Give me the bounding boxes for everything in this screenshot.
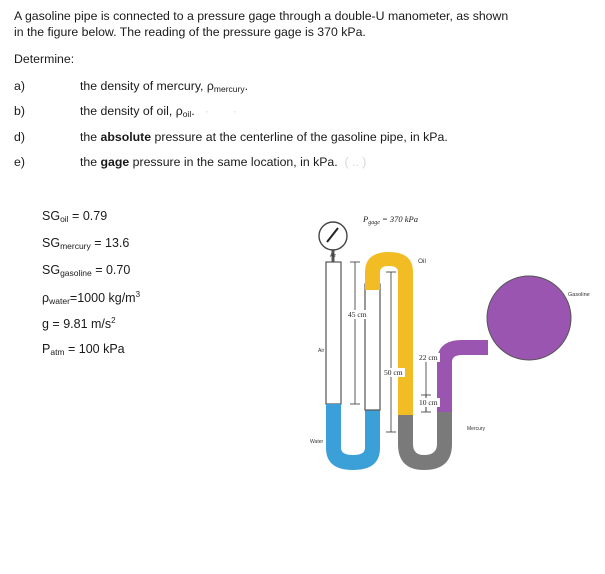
gasoline-label: Gasoline [568,292,590,298]
oil-right-leg [398,270,413,415]
given-p-atm: $P_{atm} = 100$ kPa [42,342,125,357]
question-letter-b: b) [14,104,25,118]
intro-line-1: A gasoline pipe is connected to a pressure gage through a double-U manometer, as shown [14,9,509,23]
question-letter-d: d) [14,130,25,144]
water-label: Water [310,439,324,445]
gasoline-pipe [487,276,571,360]
question-e: the gage pressure in the same location, in kPa. ( .. ) [80,155,367,169]
question-letter-e: e) [14,155,25,169]
gage-reading-label: $P_{gage} = 370$ kPa [363,214,418,226]
given-rho-water: $\rho_{water}=1000$ $kg/m^3$ [42,290,141,306]
given-g: g = 9.81 $m/s^2$ [42,316,116,331]
question-d: the absolute pressure at the centerline of the gasoline pipe, in kPa. [80,130,448,144]
mercury-label: Mercury [467,426,486,432]
mercury-bend [437,340,488,362]
svg-text:22 cm: 22 cm [419,353,438,362]
lower-right-bend [398,410,452,470]
given-sg-gasoline: $SG_{gasoline} = 0.70$ [42,263,131,278]
svg-text:10 cm: 10 cm [419,398,438,407]
determine-heading: Determine: [14,52,75,66]
left-right-leg-air [365,284,380,410]
air-label: Air [318,348,325,354]
svg-text:50 cm: 50 cm [384,368,403,377]
given-sg-oil: $SG_{oil} = 0.79$ [42,209,108,224]
gage-dial [319,222,347,250]
given-sg-mercury: $SG_{mercury} = 13.6$ [42,236,130,251]
left-u-tube [326,262,380,470]
question-letter-a: a) [14,79,25,93]
dimension-10cm [418,395,440,412]
pressure-gage [319,222,347,262]
question-b: the density of oil, $\rho_{oil}$. · · [80,104,237,119]
gage-air-label: Air [329,253,337,259]
question-a: the density of mercury, $\rho_{mercury}$. [80,79,249,94]
left-leg-water [326,404,341,434]
svg-text:45 cm: 45 cm [348,310,367,319]
oil-label: Oil [418,258,426,265]
intro-line-2: in the figure below. The reading of the pressure gage is 370 kPa. [14,25,366,39]
left-leg-air [326,262,341,404]
